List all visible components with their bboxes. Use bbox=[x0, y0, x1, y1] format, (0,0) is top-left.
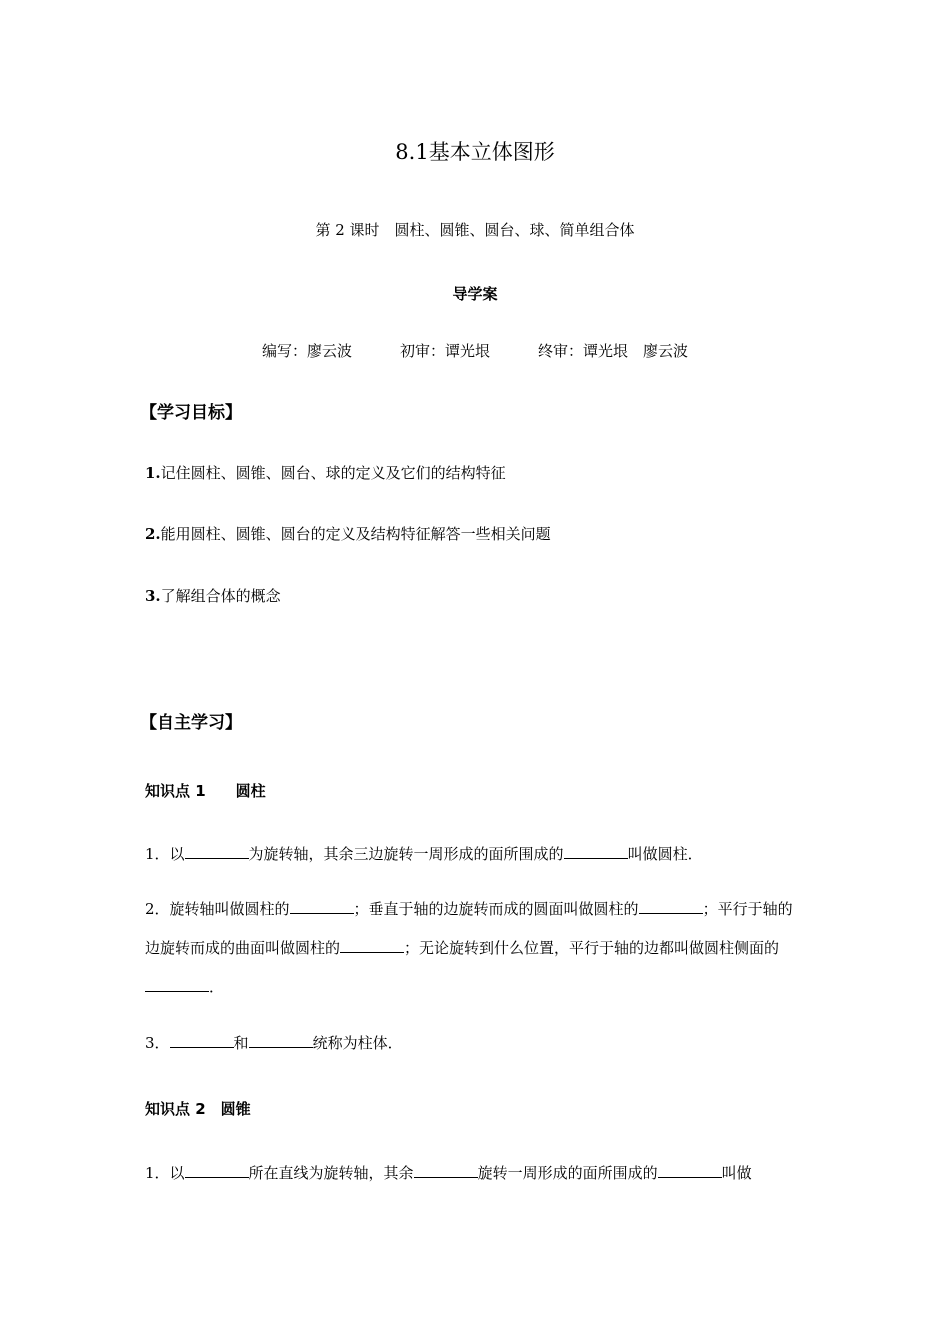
goal-item: 3.了解组合体的概念 bbox=[145, 587, 281, 605]
fill-blank[interactable] bbox=[249, 1034, 313, 1048]
kp1-question-2: 2．旋转轴叫做圆柱的 ；垂直于轴的边旋转而成的圆面叫做圆柱的 ；平行于轴的边旋转而成的曲面叫做圆柱的 ；无论旋转到什么位置，平行于轴的边都叫做圆柱侧面的． bbox=[145, 900, 793, 996]
fill-blank[interactable] bbox=[639, 900, 703, 914]
editor-credit: 编写：廖云波 bbox=[261, 342, 352, 360]
knowledge-point-1-title: 知识点 1 圆柱 bbox=[145, 782, 266, 800]
guide-label: 导学案 bbox=[452, 285, 498, 303]
fill-blank[interactable] bbox=[658, 1164, 722, 1178]
editors-line bbox=[0, 340, 950, 361]
kp1-question-1: 1．以 为旋转轴，其余三边旋转一周形成的面所围成的 叫做圆柱． bbox=[145, 845, 703, 863]
goal-item: 1.记住圆柱、圆锥、圆台、球的定义及它们的结构特征 bbox=[145, 464, 506, 482]
knowledge-point-2-title: 知识点 2 圆锥 bbox=[145, 1100, 251, 1118]
fill-blank[interactable] bbox=[290, 900, 354, 914]
goal-item: 2.能用圆柱、圆锥、圆台的定义及结构特征解答一些相关问题 bbox=[145, 525, 551, 543]
kp2-question-1: 1．以 所在直线为旋转轴，其余 旋转一周形成的面所围成的 叫做 bbox=[145, 1164, 752, 1182]
self-study-heading: 【自主学习】 bbox=[140, 713, 242, 733]
page-title: 8.1基本立体图形 bbox=[395, 140, 555, 164]
first-review-credit: 初审：谭光垠 bbox=[399, 342, 490, 360]
final-review-credit: 终审：谭光垠 廖云波 bbox=[538, 342, 689, 360]
fill-blank[interactable] bbox=[185, 845, 249, 859]
fill-blank[interactable] bbox=[145, 978, 209, 992]
fill-blank[interactable] bbox=[185, 1164, 249, 1178]
fill-blank[interactable] bbox=[170, 1034, 234, 1048]
kp1-question-3: 3． 和 统称为柱体． bbox=[145, 1034, 403, 1052]
fill-blank[interactable] bbox=[340, 939, 404, 953]
fill-blank[interactable] bbox=[564, 845, 628, 859]
goals-heading: 【学习目标】 bbox=[140, 403, 242, 423]
lesson-subtitle: 第 2 课时 圆柱、圆锥、圆台、球、简单组合体 bbox=[315, 221, 635, 239]
fill-blank[interactable] bbox=[414, 1164, 478, 1178]
